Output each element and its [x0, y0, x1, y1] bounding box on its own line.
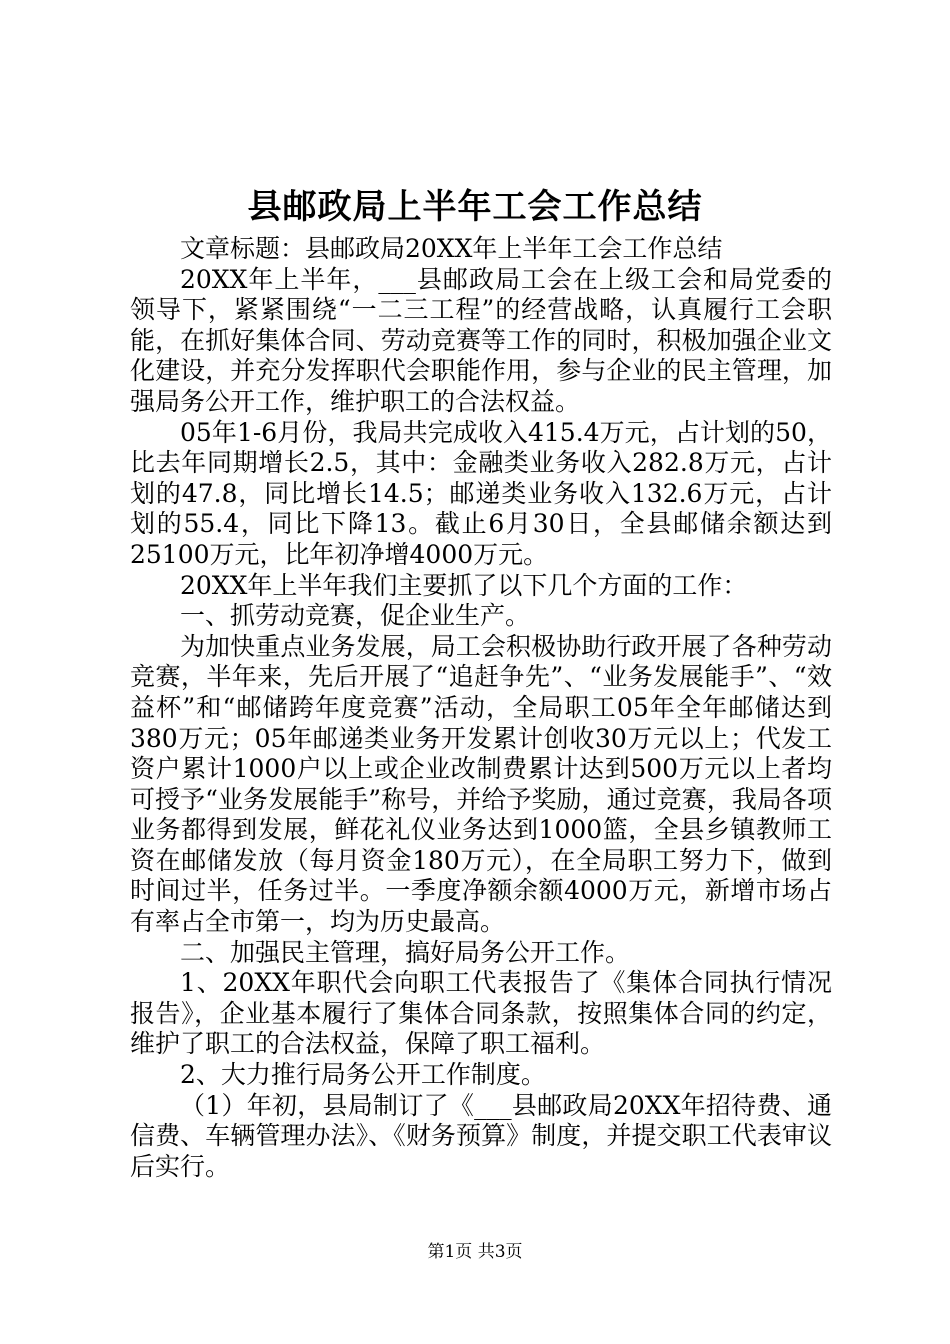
section-heading-1: 一、抓劳动竞赛，促企业生产。 [180, 601, 531, 631]
paragraph-labor-competition: 为加快重点业务发展，局工会积极协助行政开展了各种劳动竞赛，半年来，先后开展了“追赶争先”、“业务发展能手”、“效益杯”和“邮储跨年度竞赛”活动，全局职工05年全年邮储达到380万元；05年邮递类业务开发累计创收30万元以上；代发工资户累计1000户以上或企业改制费累计达到500万元以上者均可授予“业务发展能手”称号，并给予奖励，通过竞赛，我局各项业务都得到发展，鲜花礼仪业务达到1000篮，全县乡镇教师工资在邮储发放（每月资金180万元），在全局职工努力下，做到时间过半，任务过半。一季度净额余额4000万元，新增市场占有率占全市第一，均为历史最高。 [130, 631, 832, 937]
paragraph-revenue: 05年1-6月份，我局共完成收入415.4万元，占计划的50，比去年同期增长2.5，其中：金融类业务收入282.8万元，占计划的47.8，同比增长14.5；邮递类业务收入132.6万元，占计划的55.4，同比下降13。截止6月30日，全县邮储余额达到25100万元，比年初净增4000万元。 [130, 417, 832, 569]
document-body [130, 234, 832, 1182]
paragraph-item-2: 2、大力推行局务公开工作制度。 [180, 1060, 546, 1090]
paragraph-work-overview: 20XX年上半年我们主要抓了以下几个方面的工作： [180, 570, 748, 600]
paragraph-item-1: 1、20XX年职代会向职工代表报告了《集体合同执行情况报告》，企业基本履行了集体合同条款，按照集体合同的约定，维护了职工的合法权益，保障了职工福利。 [130, 968, 832, 1059]
page-footer: 第1页 共3页 [427, 1242, 523, 1262]
section-heading-2: 二、加强民主管理，搞好局务公开工作。 [180, 937, 631, 967]
document-title: 县邮政局上半年工会工作总结 [247, 187, 703, 227]
paragraph-intro: 20XX年上半年，___县邮政局工会在上级工会和局党委的领导下，紧紧围绕“一二三工程”的经营战略，认真履行工会职能，在抓好集体合同、劳动竞赛等工作的同时，积极加强企业文化建设，并充分发挥职代会职能作用，参与企业的民主管理，加强局务公开工作，维护职工的合法权益。 [130, 264, 832, 416]
paragraph-article-title: 文章标题：县邮政局20XX年上半年工会工作总结 [180, 234, 723, 263]
paragraph-subitem-1: （1）年初，县局制订了《___县邮政局20XX年招待费、通信费、车辆管理办法》、《财务预算》制度，并提交职工代表审议后实行。 [130, 1090, 832, 1181]
